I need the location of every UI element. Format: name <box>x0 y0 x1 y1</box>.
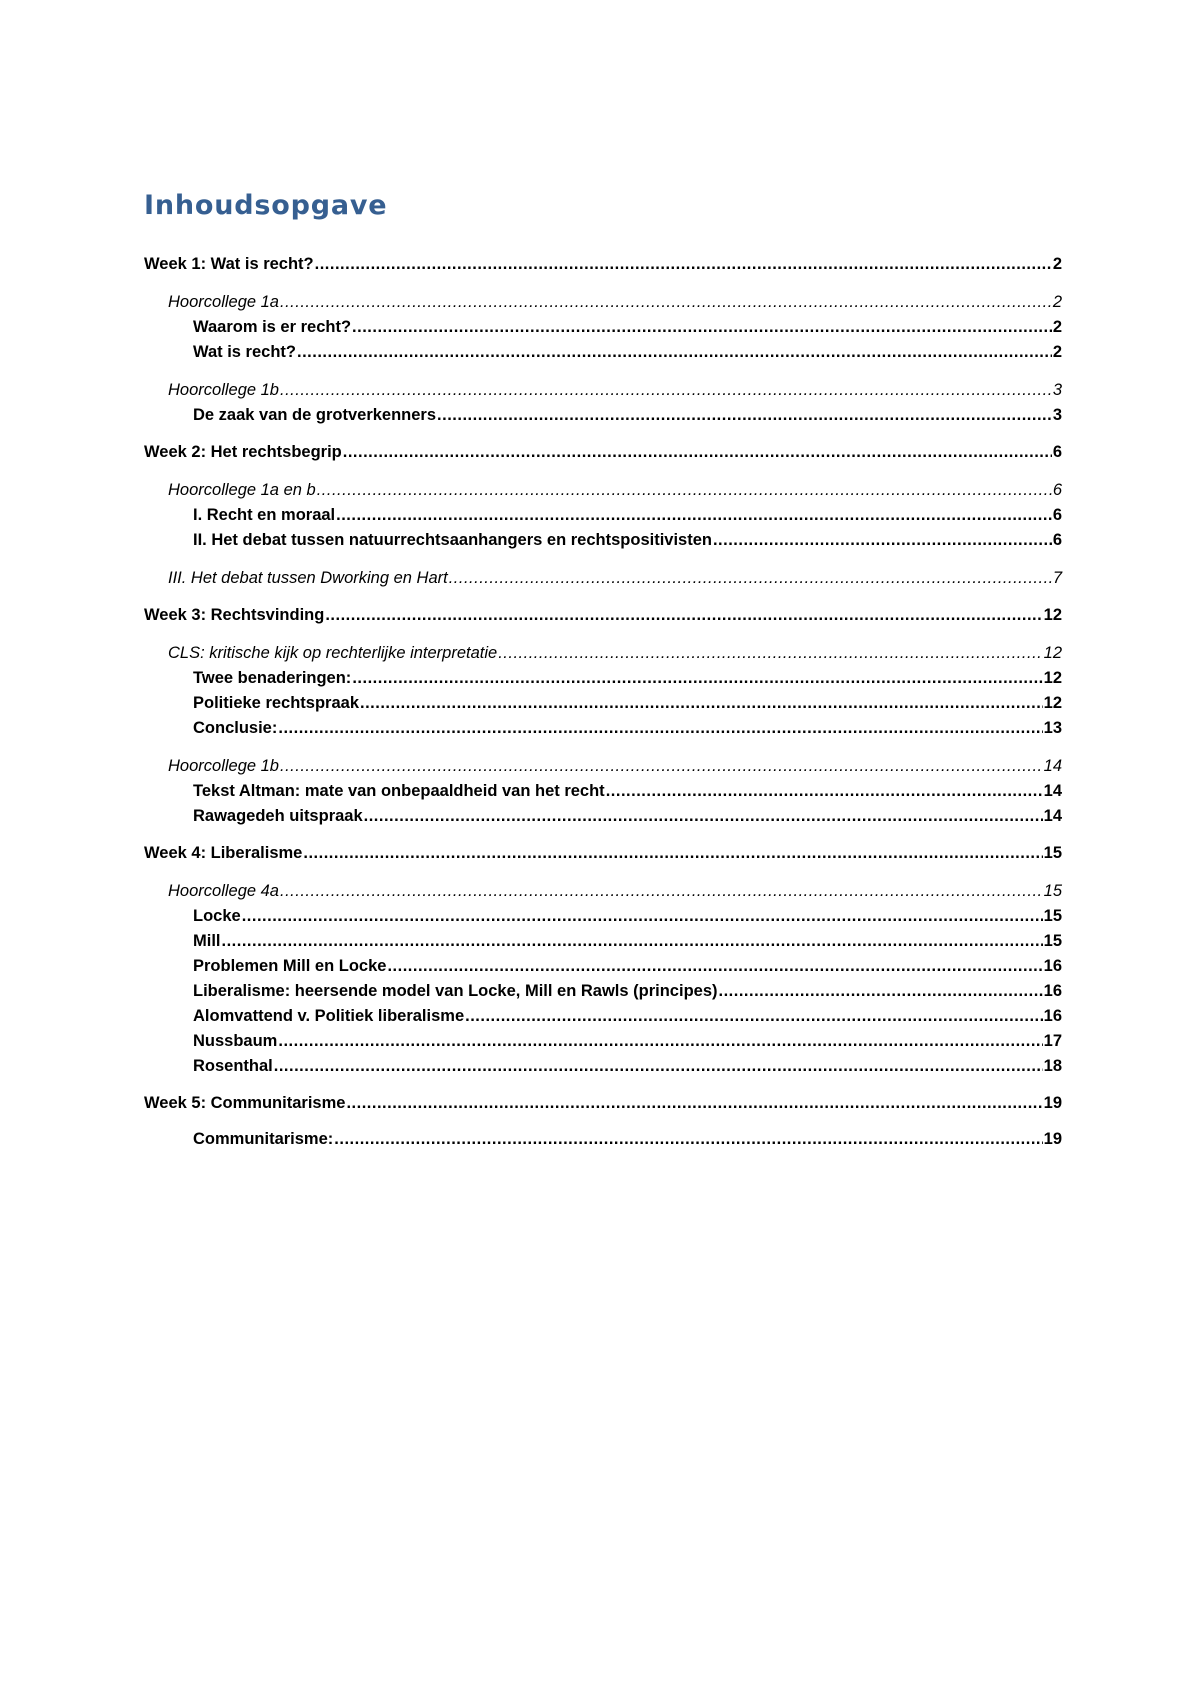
toc-page-number: 3 <box>1052 406 1062 424</box>
toc-entry[interactable] <box>144 954 1062 979</box>
toc-page-number: 13 <box>1043 719 1062 737</box>
toc-entry-label: Week 2: Het rechtsbegrip <box>144 443 342 461</box>
toc-dot-leader <box>449 566 1052 591</box>
table-of-contents <box>144 252 1062 1152</box>
toc-entry[interactable] <box>144 478 1062 503</box>
toc-entry-label: Problemen Mill en Locke <box>193 957 387 975</box>
toc-entry-label: Hoorcollege 1b <box>168 757 279 775</box>
toc-dot-leader <box>713 528 1052 553</box>
toc-entry-label: Twee benaderingen: <box>193 669 352 687</box>
toc-page-number: 12 <box>1043 606 1062 624</box>
toc-entry-label: Week 4: Liberalisme <box>144 844 303 862</box>
toc-dot-leader <box>297 340 1052 365</box>
toc-page-number: 17 <box>1043 1032 1062 1050</box>
toc-entry[interactable] <box>144 641 1062 666</box>
toc-entry[interactable] <box>144 528 1062 553</box>
toc-entry-label: Week 5: Communitarisme <box>144 1094 346 1112</box>
toc-page-number: 3 <box>1052 381 1062 399</box>
toc-entry[interactable] <box>144 1054 1062 1079</box>
toc-dot-leader <box>498 641 1042 666</box>
toc-entry[interactable] <box>144 929 1062 954</box>
toc-entry[interactable] <box>144 503 1062 528</box>
toc-entry-label: Locke <box>193 907 241 925</box>
toc-entry[interactable] <box>144 290 1062 315</box>
toc-entry-label: Conclusie: <box>193 719 278 737</box>
toc-page-number: 6 <box>1052 481 1062 499</box>
toc-dot-leader <box>606 779 1043 804</box>
toc-entry-label: Liberalisme: heersende model van Locke, Mill en Rawls (principes) <box>193 982 718 1000</box>
toc-entry[interactable] <box>144 603 1062 628</box>
toc-page-number: 14 <box>1043 757 1062 775</box>
toc-page-number: 18 <box>1043 1057 1062 1075</box>
toc-entry-label: Rawagedeh uitspraak <box>193 807 363 825</box>
toc-entry-label: Rosenthal <box>193 1057 273 1075</box>
toc-entry[interactable] <box>144 378 1062 403</box>
toc-entry[interactable] <box>144 1004 1062 1029</box>
toc-entry-label: II. Het debat tussen natuurrechtsaanhangers en rechtspositivisten <box>193 531 712 549</box>
toc-dot-leader <box>336 503 1052 528</box>
toc-entry-label: Nussbaum <box>193 1032 278 1050</box>
toc-page-number: 16 <box>1043 982 1062 1000</box>
toc-entry[interactable] <box>144 691 1062 716</box>
toc-entry-label: Week 3: Rechtsvinding <box>144 606 325 624</box>
toc-page-number: 6 <box>1052 506 1062 524</box>
toc-dot-leader <box>280 378 1052 403</box>
toc-page-number: 15 <box>1043 907 1062 925</box>
toc-entry-label: Communitarisme: <box>193 1130 334 1148</box>
page-title: Inhoudsopgave <box>144 190 388 221</box>
toc-dot-leader <box>303 841 1042 866</box>
toc-entry-label: Politieke rechtspraak <box>193 694 359 712</box>
toc-entry[interactable] <box>144 979 1062 1004</box>
toc-dot-leader <box>278 1029 1042 1054</box>
toc-page-number: 2 <box>1052 293 1062 311</box>
toc-entry[interactable] <box>144 1127 1062 1152</box>
toc-page-number: 19 <box>1043 1130 1062 1148</box>
toc-page-number: 7 <box>1052 569 1062 587</box>
toc-page-number: 16 <box>1043 1007 1062 1025</box>
toc-entry-label: Mill <box>193 932 221 950</box>
toc-entry[interactable] <box>144 841 1062 866</box>
toc-page-number: 19 <box>1043 1094 1062 1112</box>
toc-entry-label: III. Het debat tussen Dworking en Hart <box>168 569 448 587</box>
toc-entry[interactable] <box>144 716 1062 741</box>
toc-dot-leader <box>352 315 1052 340</box>
toc-page-number: 14 <box>1043 807 1062 825</box>
toc-entry[interactable] <box>144 315 1062 340</box>
toc-page-number: 6 <box>1052 531 1062 549</box>
toc-entry[interactable] <box>144 252 1062 277</box>
toc-entry-label: Hoorcollege 1a en b <box>168 481 316 499</box>
toc-page-number: 6 <box>1052 443 1062 461</box>
toc-page-number: 12 <box>1043 694 1062 712</box>
toc-entry[interactable] <box>144 904 1062 929</box>
toc-entry-label: Alomvattend v. Politiek liberalisme <box>193 1007 465 1025</box>
toc-entry-label: Wat is recht? <box>193 343 296 361</box>
toc-dot-leader <box>364 804 1043 829</box>
toc-dot-leader <box>352 666 1042 691</box>
toc-entry-label: Hoorcollege 1b <box>168 381 279 399</box>
toc-entry[interactable] <box>144 666 1062 691</box>
toc-entry[interactable] <box>144 1091 1062 1116</box>
toc-page-number: 15 <box>1043 932 1062 950</box>
toc-entry[interactable] <box>144 403 1062 428</box>
toc-page-number: 15 <box>1043 844 1062 862</box>
toc-entry[interactable] <box>144 879 1062 904</box>
toc-entry[interactable] <box>144 566 1062 591</box>
toc-page-number: 2 <box>1052 255 1062 273</box>
toc-page-number: 12 <box>1043 644 1062 662</box>
toc-dot-leader <box>360 691 1043 716</box>
toc-entry-label: Hoorcollege 4a <box>168 882 279 900</box>
toc-page-number: 12 <box>1043 669 1062 687</box>
toc-page-number: 16 <box>1043 957 1062 975</box>
toc-page-number: 2 <box>1052 343 1062 361</box>
toc-entry[interactable] <box>144 1029 1062 1054</box>
toc-dot-leader <box>222 929 1043 954</box>
toc-entry[interactable] <box>144 440 1062 465</box>
toc-entry-label: Waarom is er recht? <box>193 318 352 336</box>
toc-entry[interactable] <box>144 754 1062 779</box>
toc-entry[interactable] <box>144 804 1062 829</box>
toc-entry-label: Week 1: Wat is recht? <box>144 255 314 273</box>
toc-entry-label: Hoorcollege 1a <box>168 293 279 311</box>
toc-page-number: 15 <box>1043 882 1062 900</box>
toc-entry[interactable] <box>144 779 1062 804</box>
toc-dot-leader <box>387 954 1042 979</box>
toc-dot-leader <box>274 1054 1043 1079</box>
toc-dot-leader <box>325 603 1042 628</box>
toc-entry-label: Tekst Altman: mate van onbepaaldheid van het recht <box>193 782 605 800</box>
toc-dot-leader <box>346 1091 1042 1116</box>
toc-dot-leader <box>343 440 1052 465</box>
toc-dot-leader <box>437 403 1052 428</box>
toc-entry[interactable] <box>144 340 1062 365</box>
toc-dot-leader <box>334 1127 1042 1152</box>
toc-page-number: 2 <box>1052 318 1062 336</box>
toc-dot-leader <box>465 1004 1043 1029</box>
toc-entry-label: I. Recht en moraal <box>193 506 336 524</box>
toc-dot-leader <box>280 879 1043 904</box>
toc-dot-leader <box>315 252 1052 277</box>
toc-dot-leader <box>242 904 1043 929</box>
toc-page-number: 14 <box>1043 782 1062 800</box>
toc-entry-label: De zaak van de grotverkenners <box>193 406 437 424</box>
toc-dot-leader <box>280 754 1043 779</box>
toc-dot-leader <box>278 716 1042 741</box>
toc-dot-leader <box>317 478 1052 503</box>
toc-dot-leader <box>280 290 1052 315</box>
toc-dot-leader <box>719 979 1043 1004</box>
toc-entry-label: CLS: kritische kijk op rechterlijke interpretatie <box>168 644 498 662</box>
